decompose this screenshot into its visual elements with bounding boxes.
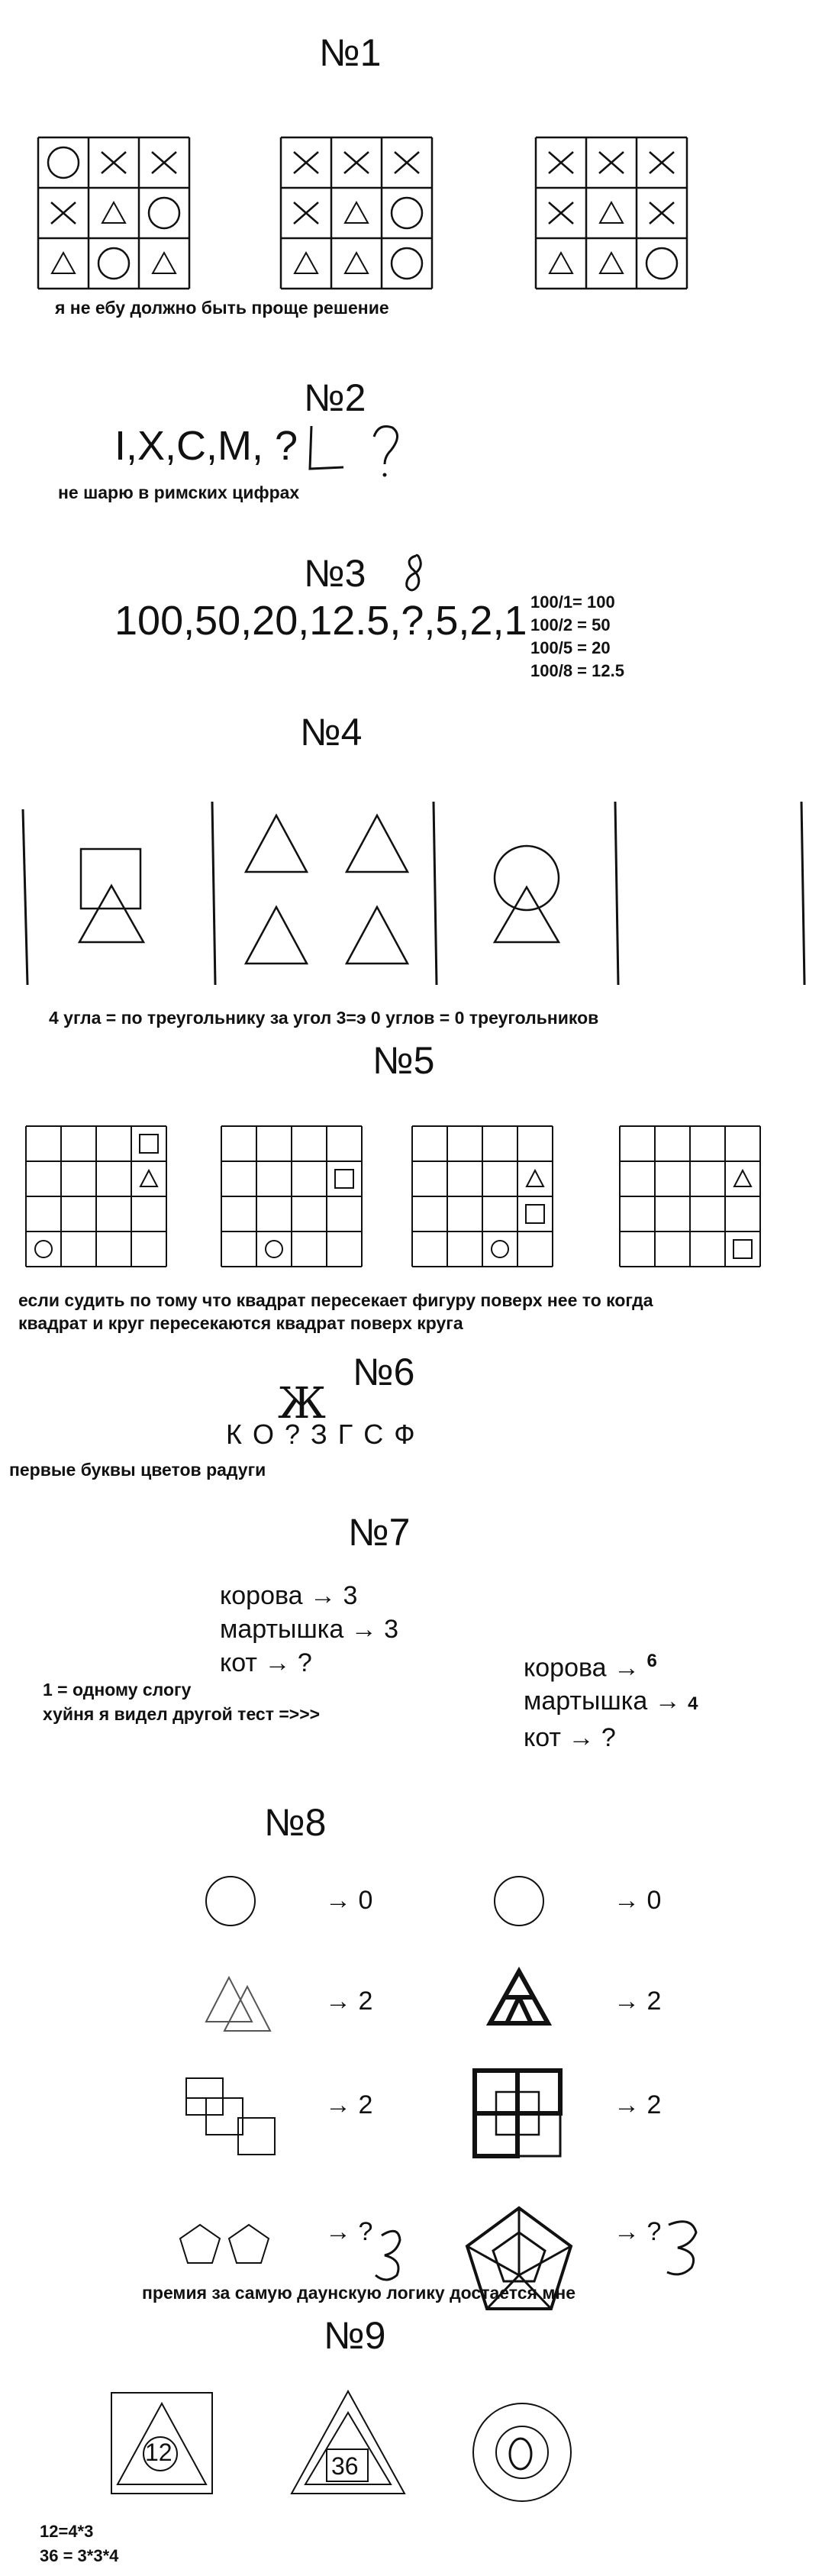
puzzle7-note-line1: 1 = одному слогу xyxy=(43,1680,192,1700)
puzzle9-calculations xyxy=(40,2520,118,2568)
square-mark xyxy=(335,1170,353,1188)
puzzle4-figure xyxy=(0,794,835,993)
puzzle8-row1-left-result: → 0 xyxy=(325,1886,373,1915)
puzzle7-note-line2: хуйня я видел другой тест =>>> xyxy=(43,1704,321,1724)
cross-mark xyxy=(650,202,674,224)
pair-row: корова → $^6$ xyxy=(524,1651,657,1683)
circle-mark xyxy=(492,1241,508,1257)
puzzle9-triangle-number: 36 xyxy=(331,2452,359,2480)
puzzle2-title: №2 xyxy=(304,376,366,419)
puzzle2-handwritten-answer xyxy=(305,420,412,481)
puzzle4-note: 4 угла = по треугольнику за угол 3=э 0 углов = 0 треугольников xyxy=(49,1008,599,1028)
calc-line: 100/5 = 20 xyxy=(530,638,611,657)
triangle-mark xyxy=(295,253,318,273)
puzzle6-sequence: К О ? З Г С Ф xyxy=(226,1419,417,1450)
grid-3 xyxy=(534,136,688,290)
square-mark xyxy=(526,1205,544,1223)
puzzle7-left-list xyxy=(220,1579,398,1680)
puzzle5-title: №5 xyxy=(372,1039,435,1082)
triangle-mark xyxy=(600,253,623,273)
triangle-mark xyxy=(345,202,368,223)
triangle-mark xyxy=(102,202,125,223)
puzzle1-title: №1 xyxy=(319,31,382,74)
circle-mark xyxy=(646,248,677,279)
puzzle7-title: №7 xyxy=(348,1511,411,1554)
puzzle8-title: №8 xyxy=(264,1801,327,1844)
cross-mark xyxy=(549,202,573,224)
calc-line: 12=4*3 xyxy=(40,2522,94,2541)
triangle-mark xyxy=(734,1170,751,1186)
puzzle6-note: первые буквы цветов радуги xyxy=(9,1460,266,1480)
pair-row: мартышка → 3 xyxy=(220,1615,399,1644)
cross-mark xyxy=(51,202,76,224)
calc-line: 100/1= 100 xyxy=(530,592,615,612)
cross-mark xyxy=(152,152,176,173)
puzzle3-calculations xyxy=(530,591,624,683)
puzzle8-row3-left-result: → 2 xyxy=(325,2090,373,2119)
grid-1 xyxy=(37,136,191,290)
triangle-mark xyxy=(600,202,623,223)
calc-line: 36 = 3*3*4 xyxy=(40,2546,119,2565)
triangle-mark xyxy=(527,1170,543,1186)
cross-mark xyxy=(294,152,318,173)
puzzle8-figures xyxy=(0,1863,835,2290)
square-mark xyxy=(140,1135,158,1153)
cross-mark xyxy=(549,152,573,173)
puzzle8-row1-right-result: → 0 xyxy=(614,1886,662,1915)
cross-mark xyxy=(344,152,369,173)
puzzle8-row4-right-result: → ? xyxy=(614,2217,662,2246)
pair-row: мартышка → 4 xyxy=(524,1687,698,1716)
puzzle5-grids xyxy=(0,1126,835,1279)
puzzle8-row2-left-result: → 2 xyxy=(325,1987,373,2016)
circle-mark xyxy=(392,248,422,279)
circle-mark xyxy=(392,198,422,228)
puzzle6-title: №6 xyxy=(353,1351,415,1393)
puzzle1-note: я не ебу должно быть проще решение xyxy=(55,298,389,318)
triangle-mark xyxy=(550,253,572,273)
puzzle4-title: №4 xyxy=(300,711,363,754)
circle-mark xyxy=(98,248,129,279)
puzzle6-handwritten-answer: Ж xyxy=(278,1379,326,1428)
circle-mark xyxy=(266,1241,282,1257)
puzzle7-right-list xyxy=(524,1645,698,1754)
puzzle3-title: №3 xyxy=(304,552,366,595)
calc-line: 100/2 = 50 xyxy=(530,615,611,634)
puzzle3-sequence: 100,50,20,12.5,?,5,2,1 xyxy=(114,598,527,644)
puzzle8-row2-right-result: → 2 xyxy=(614,1987,662,2016)
puzzle2-note: не шарю в римских цифрах xyxy=(58,483,300,502)
grid-2 xyxy=(279,136,434,290)
puzzle3-handwritten-answer xyxy=(401,551,431,597)
puzzle2-sequence: I,X,C,M, ? xyxy=(114,423,298,469)
puzzle5-note-line1: если судить по тому что квадрат пересекает фигуру поверх нее то когда xyxy=(18,1290,653,1310)
puzzle9-title: №9 xyxy=(324,2314,386,2357)
puzzle8-row3-right-result: → 2 xyxy=(614,2090,662,2119)
triangle-mark xyxy=(345,253,368,273)
triangle-mark xyxy=(140,1170,157,1186)
triangle-mark xyxy=(153,253,176,273)
square-mark xyxy=(733,1240,752,1258)
puzzle8-note: премия за самую даунскую логику достается мне xyxy=(142,2283,576,2303)
puzzle5-note-line2: квадрат и круг пересекаются квадрат поверх круга xyxy=(18,1313,463,1333)
pair-row: кот → ? xyxy=(524,1723,616,1753)
cross-mark xyxy=(650,152,674,173)
cross-mark xyxy=(395,152,419,173)
pair-row: корова → 3 xyxy=(220,1581,358,1610)
circle-mark xyxy=(35,1241,52,1257)
cross-mark xyxy=(102,152,126,173)
puzzle8-row4-left-result: → ? xyxy=(325,2217,373,2246)
triangle-mark xyxy=(52,253,75,273)
cross-mark xyxy=(294,202,318,224)
puzzle9-square-number: 12 xyxy=(145,2439,172,2466)
circle-mark xyxy=(149,198,179,228)
calc-line: 100/8 = 12.5 xyxy=(530,661,624,680)
pair-row: кот → ? xyxy=(220,1648,312,1677)
cross-mark xyxy=(599,152,624,173)
puzzle9-figures xyxy=(0,2382,835,2497)
circle-mark xyxy=(48,147,79,178)
